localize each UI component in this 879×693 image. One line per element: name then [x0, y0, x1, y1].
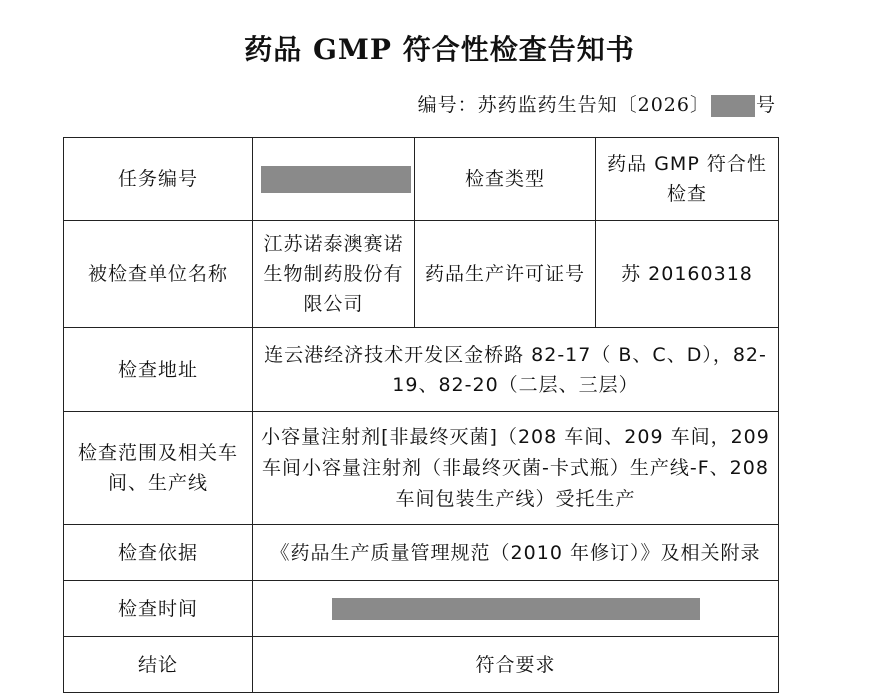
- task-no-value: [253, 138, 415, 221]
- conclusion-value: 符合要求: [253, 637, 779, 693]
- table-row: [64, 221, 779, 328]
- inspection-type-value: 药品 GMP 符合性检查: [596, 138, 779, 221]
- license-value: 苏 20160318: [596, 221, 779, 328]
- scope-label: 检查范围及相关车间、生产线: [64, 412, 253, 525]
- time-value: [253, 581, 779, 637]
- address-value: 连云港经济技术开发区金桥路 82-17（ B、C、D），82-19、82-20（二层、三层）: [253, 328, 779, 412]
- redacted-time: [332, 598, 700, 620]
- license-label: 药品生产许可证号: [415, 221, 596, 328]
- conclusion-label: 结论: [64, 637, 253, 693]
- document-title: 药品 GMP 符合性检查告知书: [244, 33, 635, 66]
- redacted-number: [711, 95, 755, 117]
- basis-value: 《药品生产质量管理规范（2010 年修订）》及相关附录: [253, 525, 779, 581]
- time-label: 检查时间: [64, 581, 253, 637]
- document-number: [418, 90, 776, 120]
- scope-value: 小容量注射剂[非最终灭菌]（208 车间、209 车间，209 车间小容量注射剂（非最终灭菌-卡式瓶）生产线-F、208 车间包装生产线）受托生产: [253, 412, 779, 525]
- redacted-task-no: [261, 166, 411, 193]
- unit-name-label: 被检查单位名称: [64, 221, 253, 328]
- table-row: [64, 328, 779, 412]
- table-row: [64, 138, 779, 221]
- address-label: 检查地址: [64, 328, 253, 412]
- table-row: [64, 525, 779, 581]
- table-row: [64, 581, 779, 637]
- inspection-notice-table: [63, 137, 779, 693]
- table-row: [64, 637, 779, 693]
- basis-label: 检查依据: [64, 525, 253, 581]
- unit-name-value: 江苏诺泰澳赛诺生物制药股份有限公司: [253, 221, 415, 328]
- document-number-prefix: 编号：苏药监药生告知〔2026〕: [417, 94, 710, 116]
- table-row: [64, 412, 779, 525]
- task-no-label: 任务编号: [64, 138, 253, 221]
- inspection-type-label: 检查类型: [415, 138, 596, 221]
- document-number-suffix: 号: [755, 94, 776, 116]
